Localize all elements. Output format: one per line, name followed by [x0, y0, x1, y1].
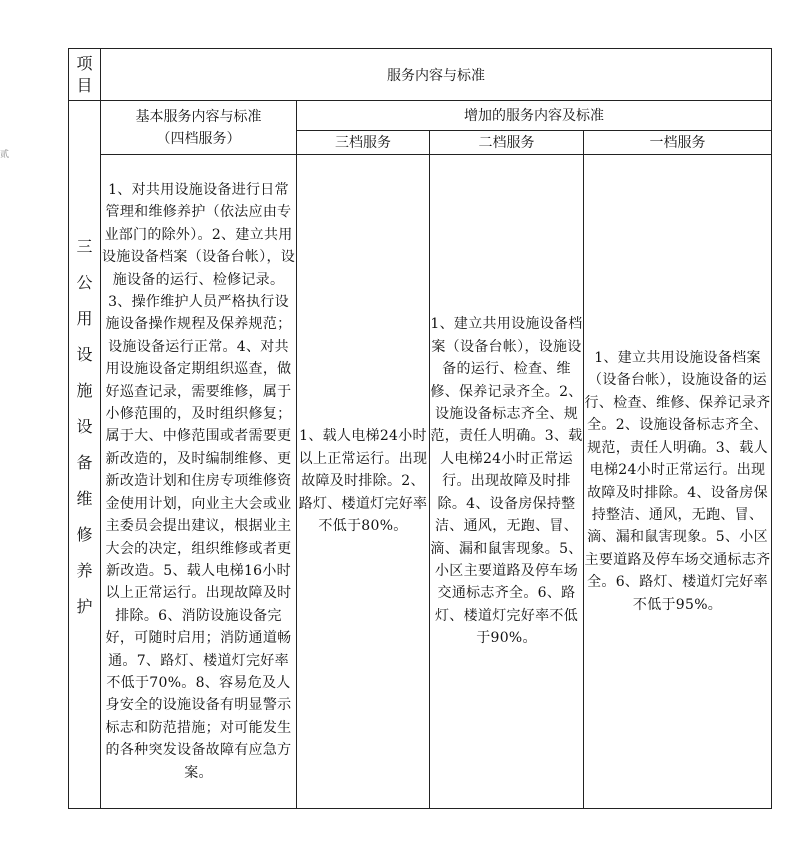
tier1-header-label: 一档服务 — [649, 134, 706, 151]
tier3-header-label: 三档服务 — [335, 134, 391, 151]
item-header-cell — [69, 49, 101, 101]
tier2-header-cell — [430, 131, 584, 155]
table-header-row-2 — [69, 101, 772, 131]
basic-content-cell: 1、对共用设施设备进行日常管理和维修养护（依法应由专业部门的除外）。2、建立共用设施设备档案（设备台帐），设施设备的运行、检修记录。3、操作维护人员严格执行设施设备操作规程及保养规范；设施设备运行正常。4、对共用设施设备定期组织巡查，做好巡查记录，需要维修，属于小修范围的，及时组织修复；属于大、中修范围或者需要更新改造的，及时编制维修、更新改造计划和住房专项维修资金使用计划，向业主大会或业主委员会提出建议，根据业主大会的决定，组织维修或者更新改造。5、载人电梯16小时以上正常运行。出现故障及时排除。6、消防设施设备完好，可随时启用；消防通道畅通。7、路灯、楼道灯完好率不低于70%。8、容易危及人身安全的设施设备有明显警示标志和防范措施；对可能发生的各种突发设备故障有应急方案。 — [101, 155, 297, 809]
tier1-header-cell — [584, 131, 772, 155]
tier2-header-label: 二档服务 — [478, 134, 535, 151]
basic-header-line1: 基本服务内容与标准 — [135, 108, 262, 125]
page-margin-mark: 贰 — [0, 150, 10, 160]
service-standards-table — [68, 48, 772, 809]
added-header-label: 增加的服务内容及标准 — [464, 107, 604, 124]
main-header-cell — [101, 49, 772, 101]
tier3-content-cell: 1、载人电梯24小时以上正常运行。出现故障及时排除。2、路灯、楼道灯完好率不低于80%。 — [297, 155, 430, 809]
added-header-cell — [297, 101, 772, 131]
table-row — [69, 155, 772, 809]
basic-header-cell — [101, 101, 297, 155]
basic-header-line2: （四档服务） — [156, 130, 241, 147]
tier1-content-cell: 1、建立共用设施设备档案（设备台帐），设施设备的运行、检查、维修、保养记录齐全。2、设施设备标志齐全、规范，责任人明确。3、载人电梯24小时正常运行。出现故障及时排除。4、设备房保持整洁、通风，无跑、冒、滴、漏和鼠害现象。5、小区主要道路及停车场交通标志齐全。6、路灯、楼道灯完好率不低于95%。 — [584, 155, 772, 809]
table-header-row-1 — [69, 49, 772, 101]
tier3-header-cell — [297, 131, 430, 155]
item-header-label: 项目 — [76, 53, 93, 95]
item-name-cell — [69, 101, 101, 809]
item-name-label: 三公用设施设备维修养护 — [76, 237, 93, 616]
main-header-label: 服务内容与标准 — [387, 67, 485, 84]
tier2-content-cell: 1、建立共用设施设备档案（设备台帐），设施设备的运行、检查、维修、保养记录齐全。2、设施设备标志齐全、规范，责任人明确。3、载人电梯24小时正常运行。出现故障及时排除。4、设备房保持整洁、通风，无跑、冒、滴、漏和鼠害现象。5、小区主要道路及停车场交通标志齐全。6、路灯、楼道灯完好率不低于90%。 — [430, 155, 584, 809]
